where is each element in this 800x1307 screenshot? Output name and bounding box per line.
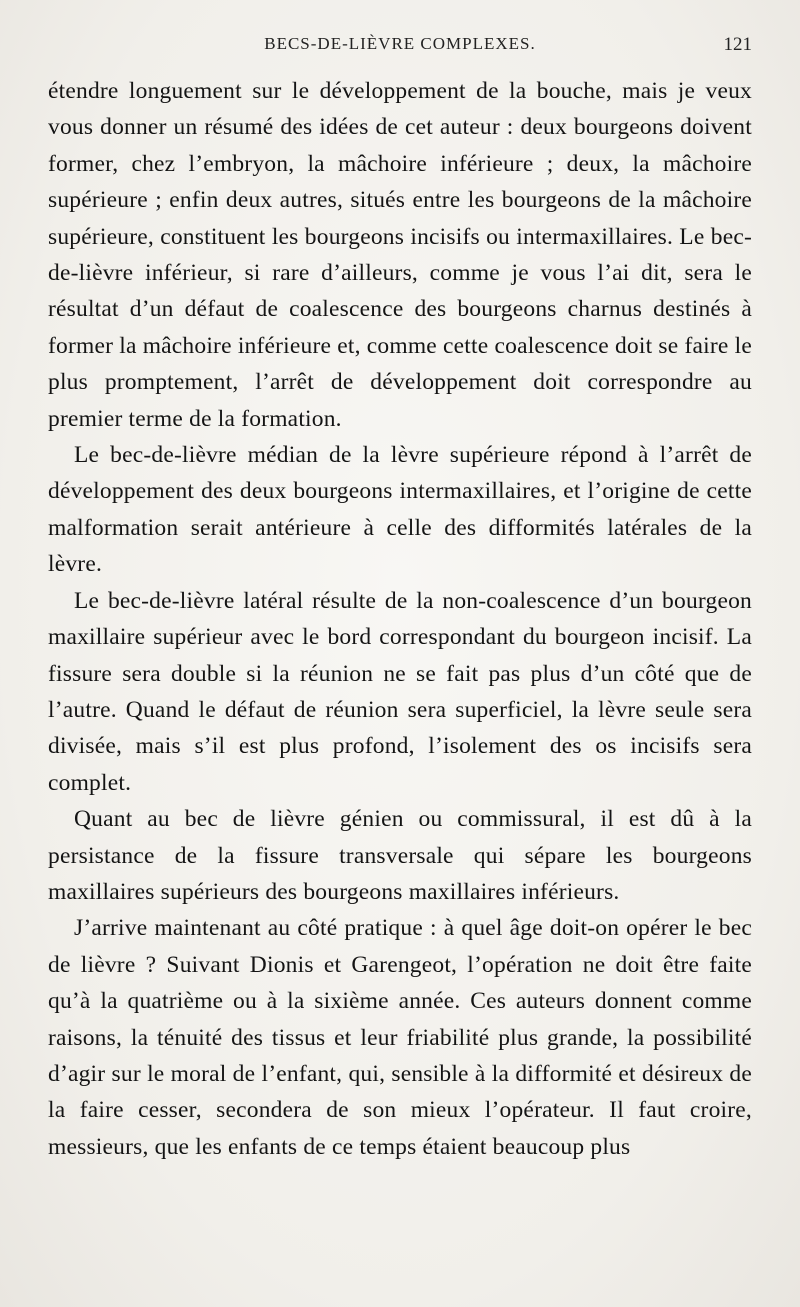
page-number: 121 <box>723 34 752 55</box>
paragraph-genian-cleft: Quant au bec de lièvre génien ou commissural, il est dû à la persistance de la fissure transversale qui sépare les bourgeons maxillaires supérieurs des bourgeons maxillaires inférieurs. <box>48 806 752 905</box>
paragraph-lateral-cleft: Le bec-de-lièvre latéral résulte de la non-coalescence d’un bourgeon maxillaire supérieur avec le bord correspondant du bourgeon incisif. La fissure sera double si la réunion ne se fait pas plus d’un côté que de l’autre. Quand le défaut de réunion sera superficiel, la lèvre seule sera divisée, mais s’il est plus profond, l’isolement des os incisifs sera complet. <box>48 587 752 796</box>
paragraph-practical-side: J’arrive maintenant au côté pratique : à quel âge doit-on opérer le bec de lièvre ? Suivant Dionis et Garengeot, l’opération ne doit être faite qu’à la quatrième ou à la sixième année. Ces auteurs donnent comme raisons, la ténuité des tissus et leur friabilité plus grande, la possibilité d’agir sur le moral de l’enfant, qui, sensible à la difformité et désireux de la faire cesser, secondera de son mieux l’opérateur. Il faut croire, messieurs, que les enfants de ce temps étaient beaucoup plus <box>48 915 752 1160</box>
page-header <box>48 34 752 62</box>
paragraph-median-cleft: Le bec-de-lièvre médian de la lèvre supérieure répond à l’arrêt de développement des deux bourgeons intermaxillaires, et l’origine de cette malformation serait antérieure à celle des difformités latérales de la lèvre. <box>48 442 752 578</box>
paragraph-continued: étendre longuement sur le développement de la bouche, mais je veux vous donner un résumé des idées de cet auteur : deux bourgeons doivent former, chez l’embryon, la mâchoire inférieure ; deux, la mâchoire supérieure ; enfin deux autres, situés entre les bourgeons de la mâchoire supérieure, constituent les bourgeons incisifs ou intermaxillaires. Le bec-de-lièvre inférieur, si rare d’ailleurs, comme je vous l’ai dit, sera le résultat d’un défaut de coalescence des bourgeons charnus destinés à former la mâchoire inférieure et, comme cette coalescence doit se faire le plus promptement, l’arrêt de développement doit correspondre au premier terme de la formation. <box>48 78 752 432</box>
body-text <box>48 73 752 1165</box>
running-title: BECS-DE-LIÈVRE COMPLEXES. <box>264 34 536 53</box>
